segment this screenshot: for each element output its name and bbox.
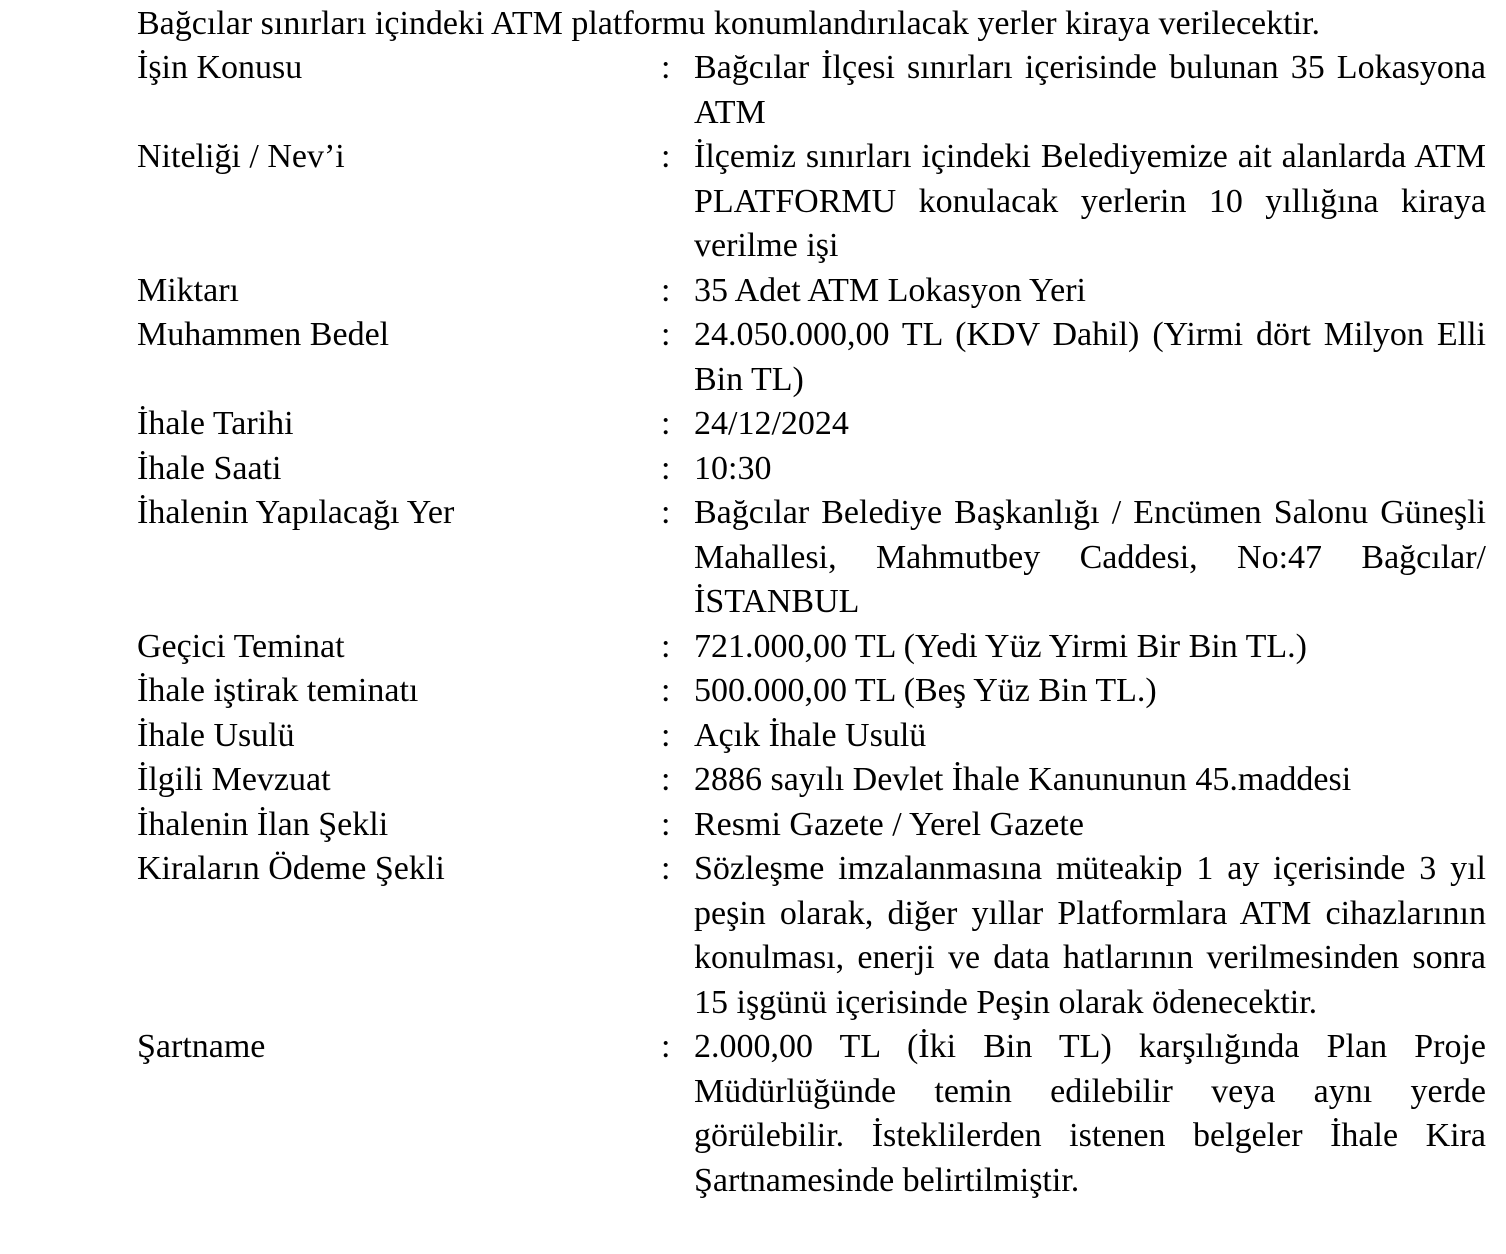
intro-text: Bağcılar sınırları içindeki ATM platformu konumlandırılacak yerler kiraya verilecektir.	[137, 5, 1320, 42]
detail-row-odeme-sekli	[137, 847, 1486, 1025]
detail-row-istirak-teminati	[137, 669, 1486, 714]
detail-value: Sözleşme imzalanmasına müteakip 1 ay içerisinde 3 yıl peşin olarak, diğer yıllar Platformlara ATM cihazlarının konulması, enerji ve data hatlarının verilmesinden sonra 15 işgünü içerisinde Peşin olarak ödenecektir.	[694, 850, 1486, 1021]
detail-row-miktari	[137, 269, 1486, 314]
detail-label: Kiraların Ödeme Şekli	[137, 850, 445, 887]
detail-value: 10:30	[694, 449, 772, 487]
detail-label: İşin Konusu	[137, 49, 303, 86]
tender-details-list	[137, 46, 1486, 1203]
detail-label: İhalenin Yapılacağı Yer	[137, 494, 455, 531]
detail-row-isin-konusu	[137, 46, 1486, 135]
detail-separator: :	[661, 316, 671, 353]
detail-separator: :	[661, 1028, 671, 1065]
detail-label: Şartname	[137, 1028, 266, 1065]
detail-row-niteligi	[137, 135, 1486, 269]
detail-value: 24.050.000,00 TL (KDV Dahil) (Yirmi dört Milyon Elli Bin TL)	[694, 316, 1486, 398]
detail-label: İhale iştirak teminatı	[137, 672, 419, 709]
detail-value: İlçemiz sınırları içindeki Belediyemize ait alanlarda ATM PLATFORMU konulacak yerlerin 10 yıllığına kiraya verilme işi	[694, 138, 1486, 264]
detail-label: Geçici Teminat	[137, 627, 345, 665]
detail-separator: :	[661, 850, 671, 887]
detail-value: 2.000,00 TL (İki Bin TL) karşılığında Plan Proje Müdürlüğünde temin edilebilir veya aynı yerde görülebilir. İsteklilerden istenen belgeler İhale Kira Şartnamesinde belirtilmiştir.	[694, 1028, 1486, 1199]
detail-label: İhalenin İlan Şekli	[137, 805, 389, 843]
detail-separator: :	[661, 716, 671, 754]
detail-separator: :	[661, 49, 671, 86]
detail-separator: :	[661, 627, 671, 665]
detail-value: Açık İhale Usulü	[694, 716, 927, 754]
detail-row-sartname	[137, 1025, 1486, 1203]
detail-row-ilan-sekli	[137, 803, 1486, 848]
detail-value: 35 Adet ATM Lokasyon Yeri	[694, 271, 1086, 309]
detail-label: Niteliği / Nev’i	[137, 138, 345, 175]
detail-separator: :	[661, 805, 671, 843]
detail-separator: :	[661, 405, 671, 442]
detail-separator: :	[661, 271, 671, 309]
detail-label: İhale Tarihi	[137, 405, 294, 442]
detail-label: İhale Saati	[137, 449, 282, 487]
detail-row-gecici-teminat	[137, 625, 1486, 670]
detail-value: 24/12/2024	[694, 405, 849, 442]
detail-value: Bağcılar İlçesi sınırları içerisinde bulunan 35 Lokasyona ATM	[694, 49, 1486, 131]
detail-value: Bağcılar Belediye Başkanlığı / Encümen Salonu Güneşli Mahallesi, Mahmutbey Caddesi, No:47 Bağcılar/İSTANBUL	[694, 494, 1486, 620]
detail-row-ihale-usulu	[137, 714, 1486, 759]
detail-value: Resmi Gazete / Yerel Gazete	[694, 805, 1084, 843]
detail-row-muhammen-bedel	[137, 313, 1486, 402]
detail-value: 2886 sayılı Devlet İhale Kanununun 45.maddesi	[694, 761, 1352, 798]
detail-value: 721.000,00 TL (Yedi Yüz Yirmi Bir Bin TL.)	[694, 627, 1307, 665]
detail-value: 500.000,00 TL (Beş Yüz Bin TL.)	[694, 672, 1157, 709]
detail-separator: :	[661, 494, 671, 531]
detail-separator: :	[661, 449, 671, 487]
detail-label: İhale Usulü	[137, 716, 295, 754]
detail-separator: :	[661, 138, 671, 175]
detail-separator: :	[661, 761, 671, 798]
detail-row-ihale-saati	[137, 447, 1486, 492]
detail-row-ilgili-mevzuat	[137, 758, 1486, 803]
detail-label: Muhammen Bedel	[137, 316, 390, 353]
detail-separator: :	[661, 672, 671, 709]
detail-label: Miktarı	[137, 271, 239, 309]
detail-row-ihale-yeri	[137, 491, 1486, 625]
detail-row-ihale-tarihi	[137, 402, 1486, 447]
detail-label: İlgili Mevzuat	[137, 761, 331, 798]
